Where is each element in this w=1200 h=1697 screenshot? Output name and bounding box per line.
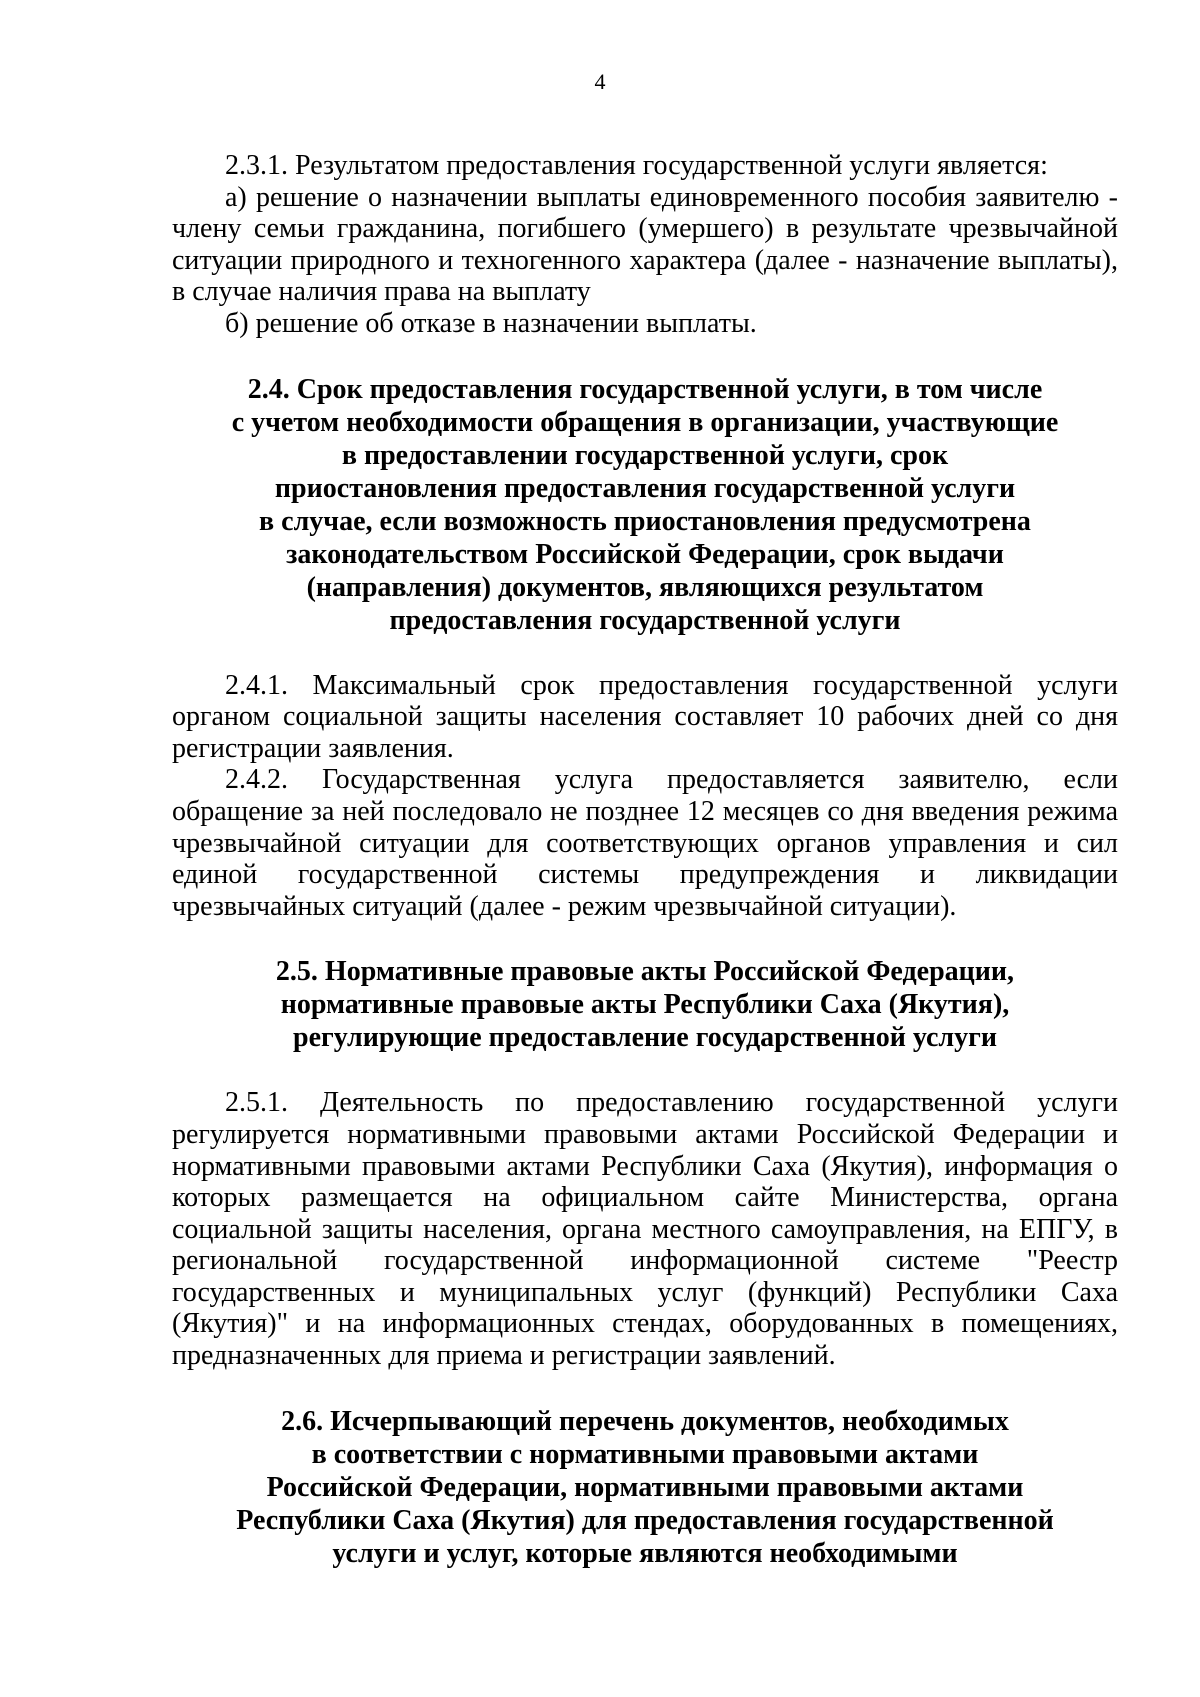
section-2-4-body [172, 670, 1118, 923]
paragraph-2-5-1: 2.5.1. Деятельность по предоставлению государственной услуги регулируется нормативными правовыми актами Российской Федерации и нормативными правовыми актами Республики Саха (Якутия), информация о которых размещается на официальном сайте Министерства, органа социальной защиты населения, органа местного самоуправления, на ЕПГУ, в региональной государственной информационной системе "Реестр государственных и муниципальных услуг (функций) Республики Саха (Якутия)" и на информационных стендах, оборудованных в помещениях, предназначенных для приема и регистрации заявлений. [172, 1087, 1118, 1372]
heading-2-5-line: 2.5. Нормативные правовые акты Российской Федерации, [275, 956, 1015, 988]
paragraph-2-4-1: 2.4.1. Максимальный срок предоставления государственной услуги органом социальной защиты населения составляет 10 рабочих дней со дня регистрации заявления. [172, 669, 1118, 764]
paragraph-2-4-2: 2.4.2. Государственная услуга предоставляется заявителю, если обращение за ней последовало не позднее 12 месяцев со дня введения режима чрезвычайной ситуации для соответствующих органов управления и сил единой государственной системы предупреждения и ликвидации чрезвычайных ситуаций (далее - режим чрезвычайной ситуации). [172, 764, 1118, 922]
heading-2-6-line: в соответствии с нормативными правовыми актами [311, 1438, 979, 1470]
document-body [172, 150, 1118, 1570]
heading-2-6 [172, 1405, 1118, 1570]
paragraph-2-3-1-item-a: а) решение о назначении выплаты единовременного пособия заявителю - члену семьи гражданина, погибшего (умершего) в результате чрезвычайной ситуации природного и техногенного характера (далее - назначение выплаты), в случае наличия права на выплату [172, 181, 1118, 308]
heading-2-4-line: с учетом необходимости обращения в организации, участвующие [231, 406, 1059, 438]
heading-2-5 [172, 955, 1118, 1054]
heading-2-5-line: регулирующие предоставление государственной услуги [293, 1022, 997, 1054]
heading-2-4-line: приостановления предоставления государственной услуги [274, 472, 1016, 504]
paragraph-2-3-1-intro: 2.3.1. Результатом предоставления государственной услуги является: [225, 150, 1048, 181]
heading-2-4 [172, 373, 1118, 637]
heading-2-6-line: Республики Саха (Якутия) для предоставления государственной [236, 1504, 1054, 1536]
heading-2-6-line: Российской Федерации, нормативными правовыми актами [266, 1471, 1024, 1503]
heading-2-4-line: в предоставлении государственной услуги, срок [341, 439, 949, 471]
heading-2-4-line: законодательством Российской Федерации, срок выдачи [286, 538, 1004, 570]
heading-2-5-line: нормативные правовые акты Республики Саха (Якутия), [280, 989, 1010, 1021]
page-number: 4 [594, 69, 606, 94]
heading-2-4-line: предоставления государственной услуги [389, 604, 901, 636]
paragraph-2-3-1-item-b: б) решение об отказе в назначении выплаты. [225, 307, 757, 339]
heading-2-4-line: 2.4. Срок предоставления государственной услуги, в том числе [247, 373, 1043, 405]
heading-2-6-line: услуги и услуг, которые являются необходимыми [332, 1537, 958, 1569]
section-2-5-body [172, 1087, 1118, 1371]
heading-2-4-line: в случае, если возможность приостановления предусмотрена [259, 505, 1031, 537]
heading-2-4-line: (направления) документов, являющихся результатом [306, 571, 984, 603]
section-2-3-1 [172, 150, 1118, 340]
heading-2-6-line: 2.6. Исчерпывающий перечень документов, необходимых [281, 1405, 1009, 1437]
